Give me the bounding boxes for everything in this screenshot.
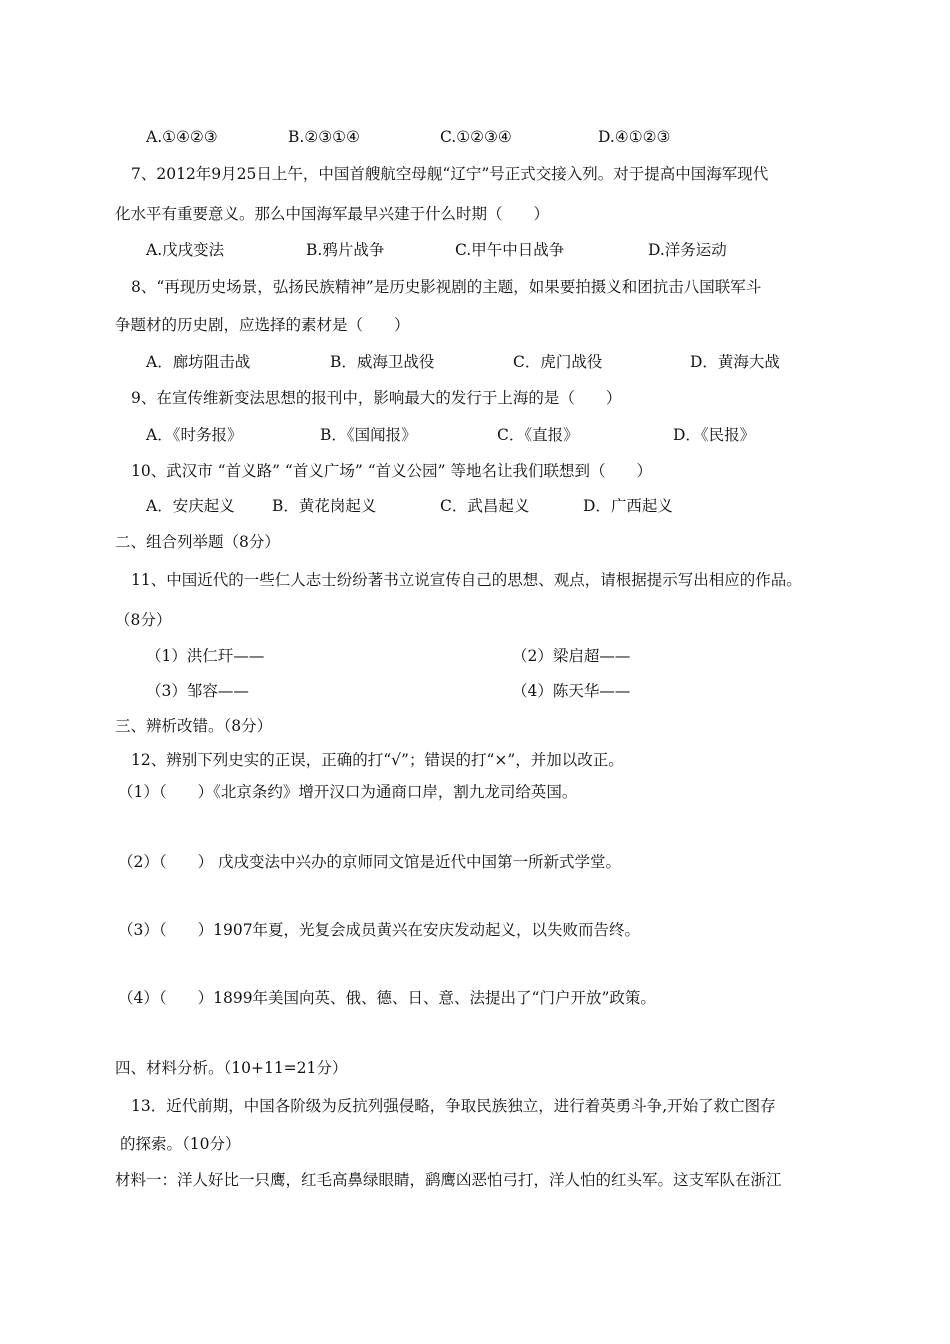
q6-option-c: C.①②③④ — [440, 128, 512, 146]
q7-question-line1: 7、2012年9月25日上午，中国首艘航空母舰“辽宁”号正式交接入列。对于提高中国海军现代 — [131, 165, 769, 183]
q12-question: 12、辨别下列史实的正误，正确的打“√”；错误的打“×”，并加以改正。 — [131, 751, 624, 769]
q13-question-line1: 13．近代前期，中国各阶级为反抗列强侵略，争取民族独立，进行着英勇斗争,开始了救亡图存 — [131, 1097, 776, 1115]
q7-option-d: D.洋务运动 — [648, 241, 727, 259]
q12-item-3: （3）（ ）1907年夏，光复会成员黄兴在安庆发动起义，以失败而告终。 — [118, 921, 641, 939]
q11-item-2: （2）梁启超—— — [512, 647, 631, 665]
section4-heading: 四、材料分析。（10+11=21分） — [115, 1059, 348, 1077]
q9-option-b: B．《国闻报》 — [320, 426, 417, 444]
material1-text: 材料一：洋人好比一只鹰，红毛高鼻绿眼睛，鹞鹰凶恶怕弓打，洋人怕的红头军。这支军队在浙江 — [115, 1171, 782, 1189]
q6-option-a: A.①④②③ — [146, 128, 218, 146]
q8-question-line1: 8、“再现历史场景，弘扬民族精神”是历史影视剧的主题，如果要拍摄义和团抗击八国联军斗 — [131, 278, 762, 296]
q11-item-4: （4）陈天华—— — [512, 682, 631, 700]
q12-item-2: （2）（ ） 戊戌变法中兴办的京师同文馆是近代中国第一所新式学堂。 — [118, 853, 622, 871]
q8-option-c: C．虎门战役 — [513, 353, 603, 371]
q6-option-d: D.④①②③ — [598, 128, 671, 146]
q7-question-line2: 化水平有重要意义。那么中国海军最早兴建于什么时期（ ） — [115, 205, 550, 223]
q9-option-d: D．《民报》 — [673, 426, 756, 444]
q12-item-4: （4）（ ）1899年美国向英、俄、德、日、意、法提出了“门户开放”政策。 — [118, 989, 656, 1007]
q10-question: 10、武汉市 “首义路” “首义广场” “首义公园” 等地名让我们联想到（ ） — [131, 462, 652, 480]
q8-option-a: A．廊坊阻击战 — [146, 353, 251, 371]
q10-option-a: A．安庆起义 — [146, 497, 235, 515]
q8-option-d: D．黄海大战 — [690, 353, 780, 371]
q8-question-line2: 争题材的历史剧，应选择的素材是（ ） — [115, 316, 410, 334]
q10-option-c: C．武昌起义 — [440, 497, 530, 515]
section2-heading: 二、组合列举题（8分） — [115, 533, 280, 551]
q10-option-b: B．黄花岗起义 — [272, 497, 377, 515]
q9-question: 9、在宣传维新变法思想的报刊中，影响最大的发行于上海的是（ ） — [131, 389, 622, 407]
q11-item-1: （1）洪仁玕—— — [146, 647, 265, 665]
q10-option-d: D．广西起义 — [583, 497, 673, 515]
q11-question-line1: 11、中国近代的一些仁人志士纷纷著书立说宣传自己的思想、观点，请根据提示写出相应的作品。 — [131, 571, 802, 589]
q7-option-c: C.甲午中日战争 — [455, 241, 565, 259]
q9-option-c: C．《直报》 — [497, 426, 579, 444]
q13-question-line2: 的探索。（10分） — [120, 1135, 241, 1153]
q8-option-b: B．威海卫战役 — [330, 353, 435, 371]
q11-question-line2: （8分） — [115, 611, 172, 629]
section3-heading: 三、辨析改错。（8分） — [115, 717, 273, 735]
q7-option-b: B.鸦片战争 — [306, 241, 385, 259]
q12-item-1: （1）（ ）《北京条约》增开汉口为通商口岸，割九龙司给英国。 — [118, 783, 578, 801]
q11-item-3: （3）邹容—— — [146, 682, 249, 700]
q6-option-b: B.②③①④ — [288, 128, 360, 146]
q9-option-a: A．《时务报》 — [146, 426, 243, 444]
q7-option-a: A.戊戌变法 — [146, 241, 225, 259]
